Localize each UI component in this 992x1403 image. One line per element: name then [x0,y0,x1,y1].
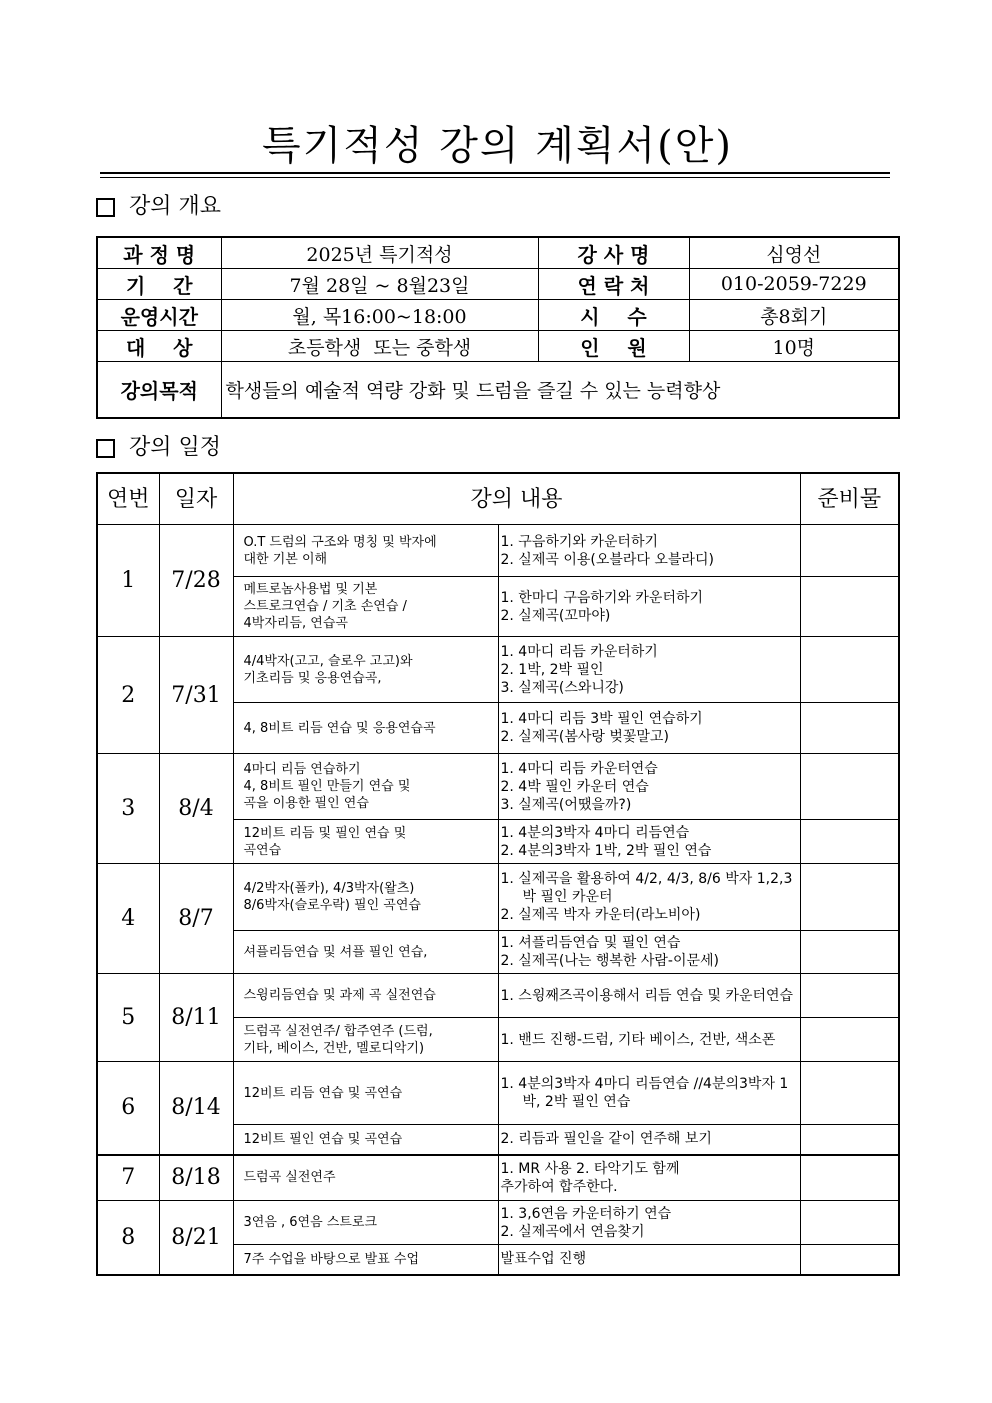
session-number: 5 [97,974,159,1062]
materials-cell [800,1201,899,1245]
session-date: 8/11 [159,974,233,1062]
session-number: 8 [97,1201,159,1275]
header-date: 일자 [159,473,233,525]
topic-line: 셔플리듬연습 및 셔플 필인 연습, [243,944,428,960]
session-items [498,1245,800,1275]
item-line: 1. 실제곡을 활용하여 4/2, 4/3, 8/6 박자 1,2,3박 필인 카운터 [500,871,793,905]
session-items [498,703,800,754]
hours-value: 월, 목16:00~18:00 [221,300,538,331]
item-line: 2. 실제곡(나는 행복한 사람-이문세) [500,953,719,969]
topic-line: 7주 수업을 바탕으로 발표 수업 [243,1251,419,1267]
materials-cell [800,820,899,864]
target-label: 대 상 [97,331,221,362]
item-line: 2. 실제곡 이용(오블라다 오블라디) [500,551,714,568]
period-label: 기 간 [97,269,221,300]
session-topic [233,525,498,577]
session-topic [233,864,498,931]
target-value: 초등학생 또는 중학생 [221,331,538,362]
item-line: 1. 4분의3박자 4마디 리듬연습 //4분의3박자 1박, 2박 필인 연습 [500,1076,789,1110]
session-topic [233,931,498,974]
item-line: 2. 실제곡(봄사랑 벚꽃말고) [500,729,669,745]
session-topic [233,703,498,754]
section-overview-label: 강의 개요 [129,194,222,219]
item-line: 2. 4박 필인 카운터 연습 [500,778,649,795]
item-line: 1. 밴드 진행-드럼, 기타 베이스, 건반, 색소폰 [500,1031,776,1048]
title-underline [100,172,890,174]
topic-line: 12비트 필인 연습 및 곡연습 [243,1131,403,1147]
session-items [498,1201,800,1245]
session-number: 3 [97,754,159,864]
checkbox-square-icon [96,198,115,217]
period-value: 7월 28일 ~ 8월23일 [221,269,538,300]
contact-value: 010-2059-7229 [689,269,899,300]
session-items [498,931,800,974]
topic-line: 기초리듬 및 응용연습곡, [243,670,382,686]
session-items [498,864,800,931]
topic-line: 기타, 베이스, 건반, 멜로디악기) [243,1040,425,1056]
session-topic [233,1245,498,1275]
course-label: 과 정 명 [97,237,221,269]
item-line: 2. 4분의3박자 1박, 2박 필인 연습 [500,842,712,859]
document-title: 특기적성 강의 계획서(안) [261,123,734,169]
materials-cell [800,577,899,637]
topic-line: 곡연습 [243,842,282,858]
materials-cell [800,974,899,1018]
item-line: 2. 실제곡에서 연음찾기 [500,1223,645,1240]
schedule-row [97,754,899,820]
session-number: 1 [97,525,159,637]
session-topic [233,754,498,820]
sessions-value: 총8회기 [689,300,899,331]
materials-cell [800,1245,899,1275]
item-line: 1. 4마디 리듬 카운터하기 [500,643,658,660]
schedule-row [97,637,899,703]
topic-line: 4마디 리듬 연습하기 [243,762,361,777]
materials-cell [800,703,899,754]
purpose-value: 학생들의 예술적 역량 강화 및 드럼을 즐길 수 있는 능력향상 [221,362,899,419]
header-no: 연번 [97,473,159,525]
session-number: 2 [97,637,159,754]
section-schedule-label: 강의 일정 [129,435,222,460]
schedule-row [97,1062,899,1125]
session-items [498,1018,800,1062]
session-topic [233,1018,498,1062]
item-line: 1. 4마디 리듬 3박 필인 연습하기 [500,711,703,727]
session-items [498,525,800,577]
topic-line: 8/6박자(슬로우락) 필인 곡연습 [243,898,421,913]
hours-label: 운영시간 [97,300,221,331]
item-line: 발표수업 진행 [500,1251,587,1268]
section-schedule-heading [96,433,221,463]
topic-line: 메트로놈사용법 및 기본 [243,582,378,597]
item-line: 1. 셔플리듬연습 및 필인 연습 [500,935,681,951]
session-topic [233,637,498,703]
session-number: 6 [97,1062,159,1155]
schedule-row [97,525,899,577]
item-line: 2. 1박, 2박 필인 [500,661,604,678]
topic-line: 스윙리듬연습 및 과제 곡 실전연습 [243,988,436,1003]
topic-line: 4, 8비트 필인 만들기 연습 및 [243,779,411,794]
session-topic [233,1125,498,1155]
session-date: 8/4 [159,754,233,864]
instructor-value: 심영선 [689,237,899,269]
schedule-row [97,1155,899,1201]
session-items [498,1125,800,1155]
topic-line: 스트로크연습 / 기초 손연습 / [243,599,407,614]
item-line: 1. 구음하기와 카운터하기 [500,533,658,550]
schedule-row [97,1201,899,1245]
topic-line: 대한 기본 이해 [243,551,328,567]
sessions-label: 시 수 [538,300,689,331]
session-date: 7/31 [159,637,233,754]
materials-cell [800,864,899,931]
item-line: 3. 실제곡(어땠을까?) [500,796,632,813]
title-underline-thin [100,177,890,178]
purpose-label: 강의목적 [97,362,221,419]
item-line: 2. 실제곡 박자 카운터(라노비아) [500,907,701,923]
topic-line: 곡을 이용한 필인 연습 [243,796,369,811]
session-items [498,754,800,820]
schedule-row [97,864,899,931]
schedule-row [97,974,899,1018]
materials-cell [800,525,899,577]
item-line: 2. 리듬과 필인을 같이 연주해 보기 [500,1131,712,1148]
session-date: 8/14 [159,1062,233,1155]
item-line: 1. 4분의3박자 4마디 리듬연습 [500,824,690,841]
header-materials: 준비물 [800,473,899,525]
session-date: 7/28 [159,525,233,637]
session-date: 8/18 [159,1155,233,1201]
topic-line: 12비트 리듬 연습 및 곡연습 [243,1085,403,1101]
item-line: 1. 3,6연음 카운터하기 연습 [500,1205,672,1222]
materials-cell [800,1018,899,1062]
section-overview-heading [96,192,221,222]
capacity-value: 10명 [689,331,899,362]
contact-label: 연 락 처 [538,269,689,300]
overview-table [96,236,900,419]
item-line: 1. 스윙째즈곡이용해서 리듬 연습 및 카운터연습 [500,987,794,1004]
session-number: 4 [97,864,159,974]
session-items [498,1062,800,1125]
schedule-table [96,472,900,1276]
topic-line: 4/4박자(고고, 슬로우 고고)와 [243,653,413,669]
capacity-label: 인 원 [538,331,689,362]
instructor-label: 강 사 명 [538,237,689,269]
topic-line: 3연음 , 6연음 스트로크 [243,1215,378,1230]
item-line: 1. 4마디 리듬 카운터연습 [500,760,658,777]
item-line: 1. 한마디 구음하기와 카운터하기 [500,589,704,606]
session-items [498,1155,800,1201]
item-line: 1. MR 사용 2. 타악기도 함께 [500,1160,680,1177]
item-line: 2. 실제곡(꼬마야) [500,607,611,624]
session-items [498,637,800,703]
session-items [498,577,800,637]
session-topic [233,974,498,1018]
topic-line: 4, 8비트 리듬 연습 및 응용연습곡 [243,720,436,736]
materials-cell [800,1062,899,1125]
topic-line: 4박자리듬, 연습곡 [243,616,348,631]
session-topic [233,1062,498,1125]
session-topic [233,1155,498,1201]
topic-line: 12비트 리듬 및 필인 연습 및 [243,825,407,841]
item-line: 추가하여 합주한다. [500,1178,618,1195]
materials-cell [800,637,899,703]
item-line: 3. 실제곡(스와니강) [500,679,624,696]
course-value: 2025년 특기적성 [221,237,538,269]
session-number: 7 [97,1155,159,1201]
session-topic [233,577,498,637]
session-items [498,974,800,1018]
topic-line: O.T 드럼의 구조와 명칭 및 박자에 [243,534,437,550]
session-date: 8/21 [159,1201,233,1275]
header-content: 강의 내용 [233,473,800,525]
checkbox-square-icon [96,439,115,458]
session-items [498,820,800,864]
session-topic [233,820,498,864]
topic-line: 드럼곡 실전연주 [243,1170,336,1186]
session-date: 8/7 [159,864,233,974]
topic-line: 4/2박자(폴카), 4/3박자(왈츠) [243,881,415,896]
topic-line: 드럼곡 실전연주/ 합주연주 (드럼, [243,1023,433,1039]
materials-cell [800,1125,899,1155]
session-topic [233,1201,498,1245]
materials-cell [800,754,899,820]
materials-cell [800,1155,899,1201]
materials-cell [800,931,899,974]
